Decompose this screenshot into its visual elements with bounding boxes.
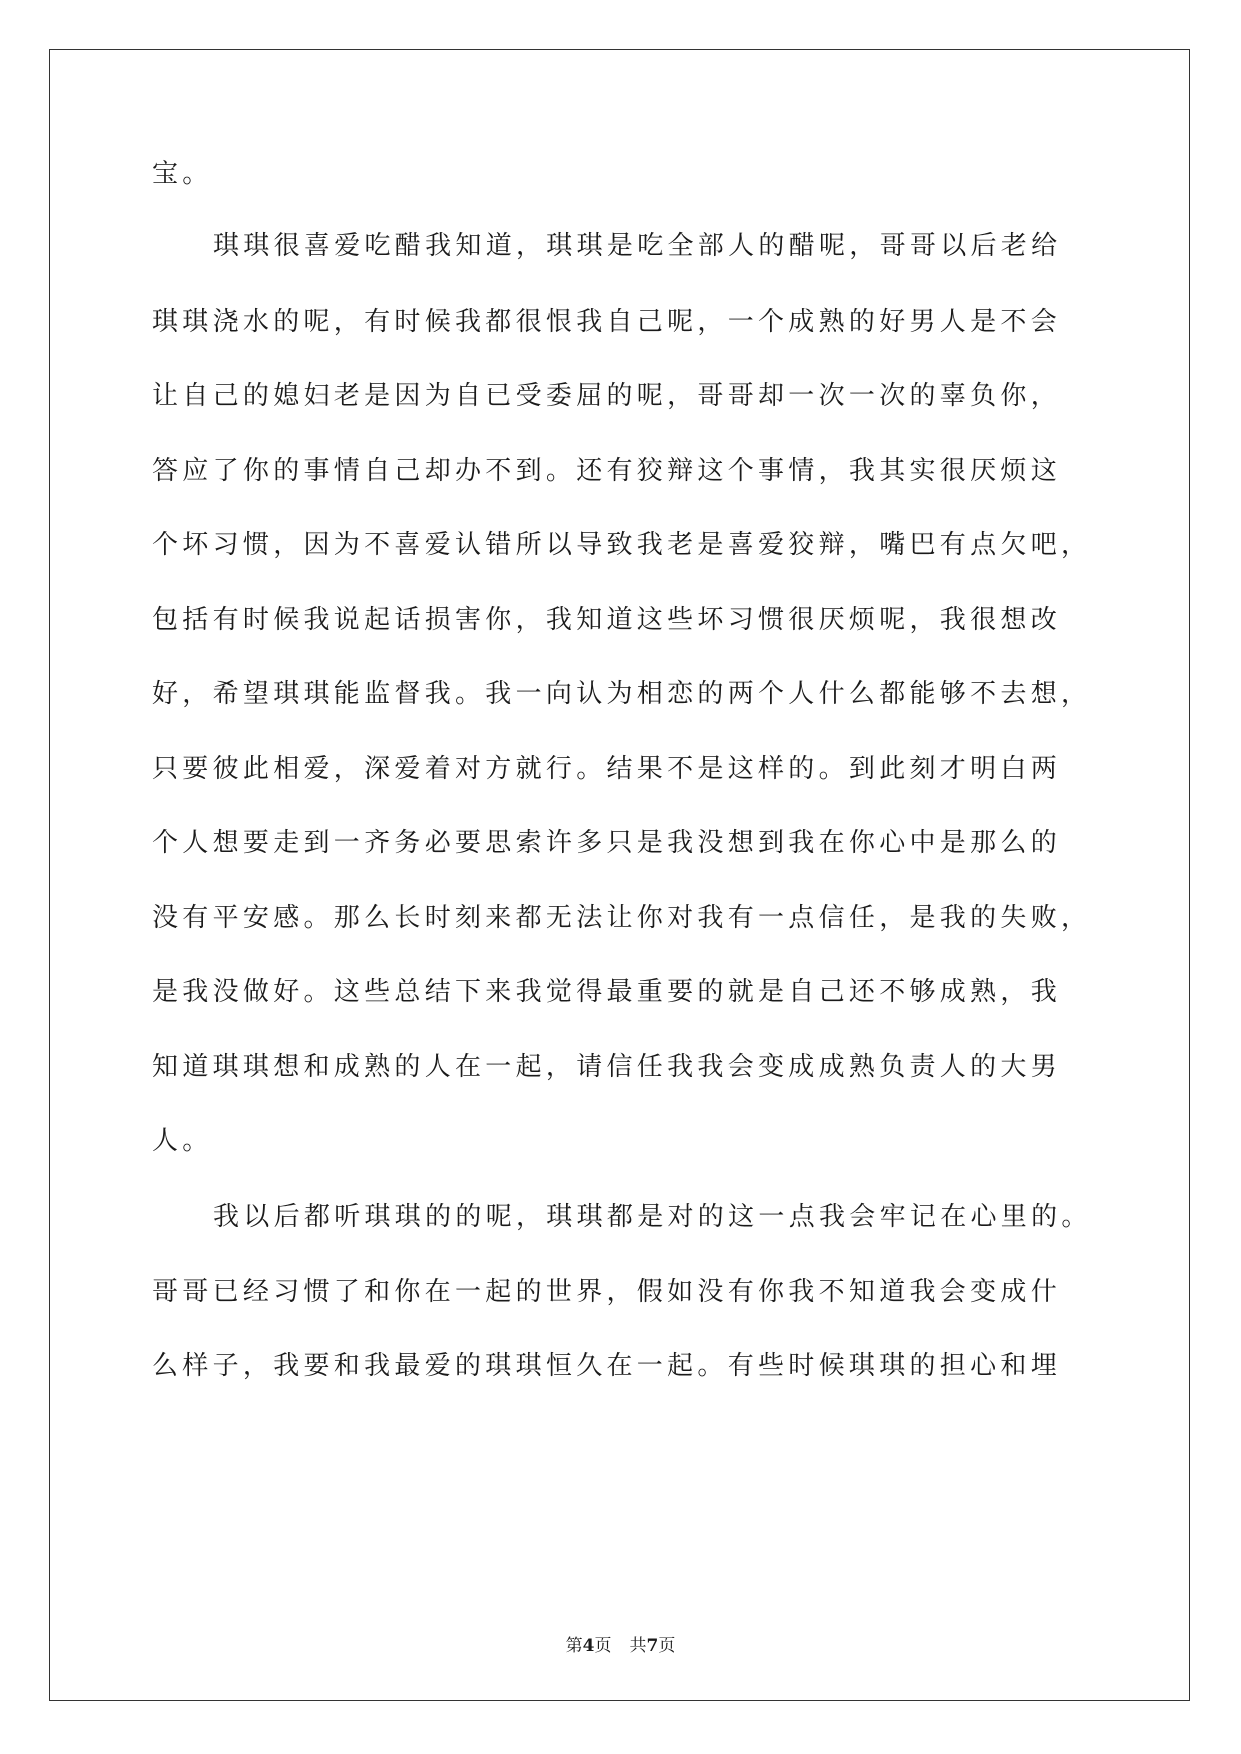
text-line: 人。 — [152, 1126, 213, 1156]
text-line: 好，希望琪琪能监督我。我一向认为相恋的两个人什么都能够不去想， — [152, 679, 1092, 709]
text-line: 琪琪浇水的呢，有时候我都很恨我自己呢，一个成熟的好男人是不会 — [152, 307, 1062, 337]
text-line: 哥哥已经习惯了和你在一起的世界，假如没有你我不知道我会变成什 — [152, 1277, 1062, 1307]
page-border — [49, 49, 1190, 1701]
text-line: 只要彼此相爱，深爱着对方就行。结果不是这样的。到此刻才明白两 — [152, 754, 1062, 784]
total-prefix: 共 — [629, 1636, 647, 1656]
text-line: 个人想要走到一齐务必要思索许多只是我没想到我在你心中是那么的 — [152, 828, 1062, 858]
text-line: 么样子，我要和我最爱的琪琪恒久在一起。有些时候琪琪的担心和埋 — [152, 1351, 1062, 1381]
total-page-number: 7 — [646, 1636, 659, 1656]
text-line: 宝。 — [152, 159, 213, 189]
text-line: 包括有时候我说起话损害你，我知道这些坏习惯很厌烦呢，我很想改 — [152, 605, 1062, 635]
text-line: 让自己的媳妇老是因为自已受委屈的呢，哥哥却一次一次的辜负你， — [152, 381, 1062, 411]
current-page-number: 4 — [582, 1636, 595, 1656]
page-prefix: 第 — [565, 1636, 583, 1656]
paragraph-start-line: 琪琪很喜爱吃醋我知道，琪琪是吃全部人的醋呢，哥哥以后老给 — [213, 231, 1062, 261]
text-line: 没有平安感。那么长时刻来都无法让你对我有一点信任，是我的失败， — [152, 903, 1092, 933]
page-number-footer — [0, 1635, 1241, 1657]
text-line: 知道琪琪想和成熟的人在一起，请信任我我会变成成熟负责人的大男 — [152, 1052, 1062, 1082]
paragraph-start-line: 我以后都听琪琪的的呢，琪琪都是对的这一点我会牢记在心里的。 — [213, 1202, 1092, 1232]
text-line: 个坏习惯，因为不喜爱认错所以导致我老是喜爱狡辩，嘴巴有点欠吧， — [152, 530, 1092, 560]
total-suffix: 页 — [658, 1636, 676, 1656]
page-suffix: 页 — [594, 1636, 612, 1656]
text-line: 答应了你的事情自己却办不到。还有狡辩这个事情，我其实很厌烦这 — [152, 456, 1062, 486]
text-line: 是我没做好。这些总结下来我觉得最重要的就是自己还不够成熟，我 — [152, 977, 1062, 1007]
